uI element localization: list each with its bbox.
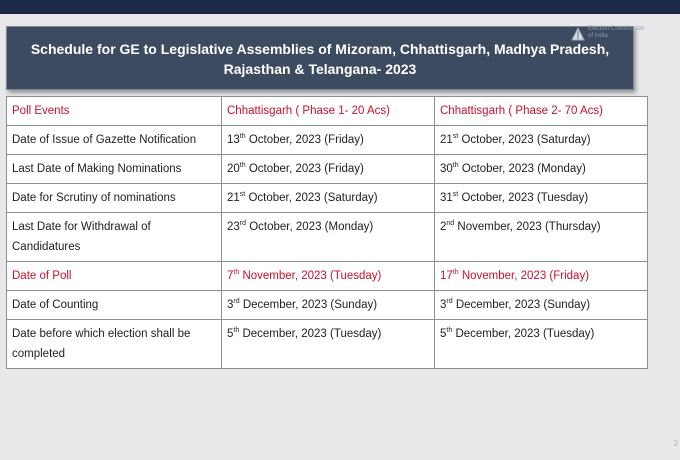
slide-title (6, 26, 634, 90)
event-cell: Date of Poll (7, 262, 222, 291)
phase2-date-cell: 3rd December, 2023 (Sunday) (435, 291, 648, 320)
table-row (7, 184, 648, 213)
header-phase-2: Chhattisgarh ( Phase 2- 70 Acs) (435, 97, 648, 126)
phase1-date-cell: 3rd December, 2023 (Sunday) (222, 291, 435, 320)
logo-text-1: Election Commission (588, 26, 645, 32)
event-cell: Date of Issue of Gazette Notification (7, 126, 222, 155)
phase2-date-cell: 31st October, 2023 (Tuesday) (435, 184, 648, 213)
title-line-1: Schedule for GE to Legislative Assemblies of Mizoram, Chhattisgarh, Madhya Pradesh, (30, 41, 610, 57)
phase2-date-cell: 2nd November, 2023 (Thursday) (435, 213, 648, 262)
phase1-date-cell: 13th October, 2023 (Friday) (222, 126, 435, 155)
table-row (7, 126, 648, 155)
event-cell: Date of Counting (7, 291, 222, 320)
table-row (7, 320, 648, 369)
table-row (7, 155, 648, 184)
event-cell: Last Date for Withdrawal of Candidatures (7, 213, 222, 262)
schedule-table (6, 96, 648, 369)
header-poll-events: Poll Events (7, 97, 222, 126)
eci-logo-icon (570, 26, 586, 42)
phase1-date-cell: 5th December, 2023 (Tuesday) (222, 320, 435, 369)
page-number: 2 (673, 439, 678, 448)
event-cell: Date before which election shall be completed (7, 320, 222, 369)
eci-logo (568, 22, 680, 52)
phase2-date-cell: 5th December, 2023 (Tuesday) (435, 320, 648, 369)
phase2-date-cell: 17th November, 2023 (Friday) (435, 262, 648, 291)
top-bar (0, 0, 680, 14)
phase1-date-cell: 23rd October, 2023 (Monday) (222, 213, 435, 262)
table-row-poll (7, 262, 648, 291)
table-row (7, 213, 648, 262)
phase1-date-cell: 7th November, 2023 (Tuesday) (222, 262, 435, 291)
phase1-date-cell: 20th October, 2023 (Friday) (222, 155, 435, 184)
slide (0, 14, 680, 460)
logo-text-2: of India (588, 33, 608, 39)
table-row (7, 291, 648, 320)
schedule-table-wrap (6, 96, 647, 369)
title-line-2: Rajasthan & Telangana- 2023 (223, 61, 417, 77)
phase2-date-cell: 21st October, 2023 (Saturday) (435, 126, 648, 155)
phase1-date-cell: 21st October, 2023 (Saturday) (222, 184, 435, 213)
header-phase-1: Chhattisgarh ( Phase 1- 20 Acs) (222, 97, 435, 126)
phase2-date-cell: 30th October, 2023 (Monday) (435, 155, 648, 184)
event-cell: Last Date of Making Nominations (7, 155, 222, 184)
event-cell: Date for Scrutiny of nominations (7, 184, 222, 213)
table-header-row (7, 97, 648, 126)
